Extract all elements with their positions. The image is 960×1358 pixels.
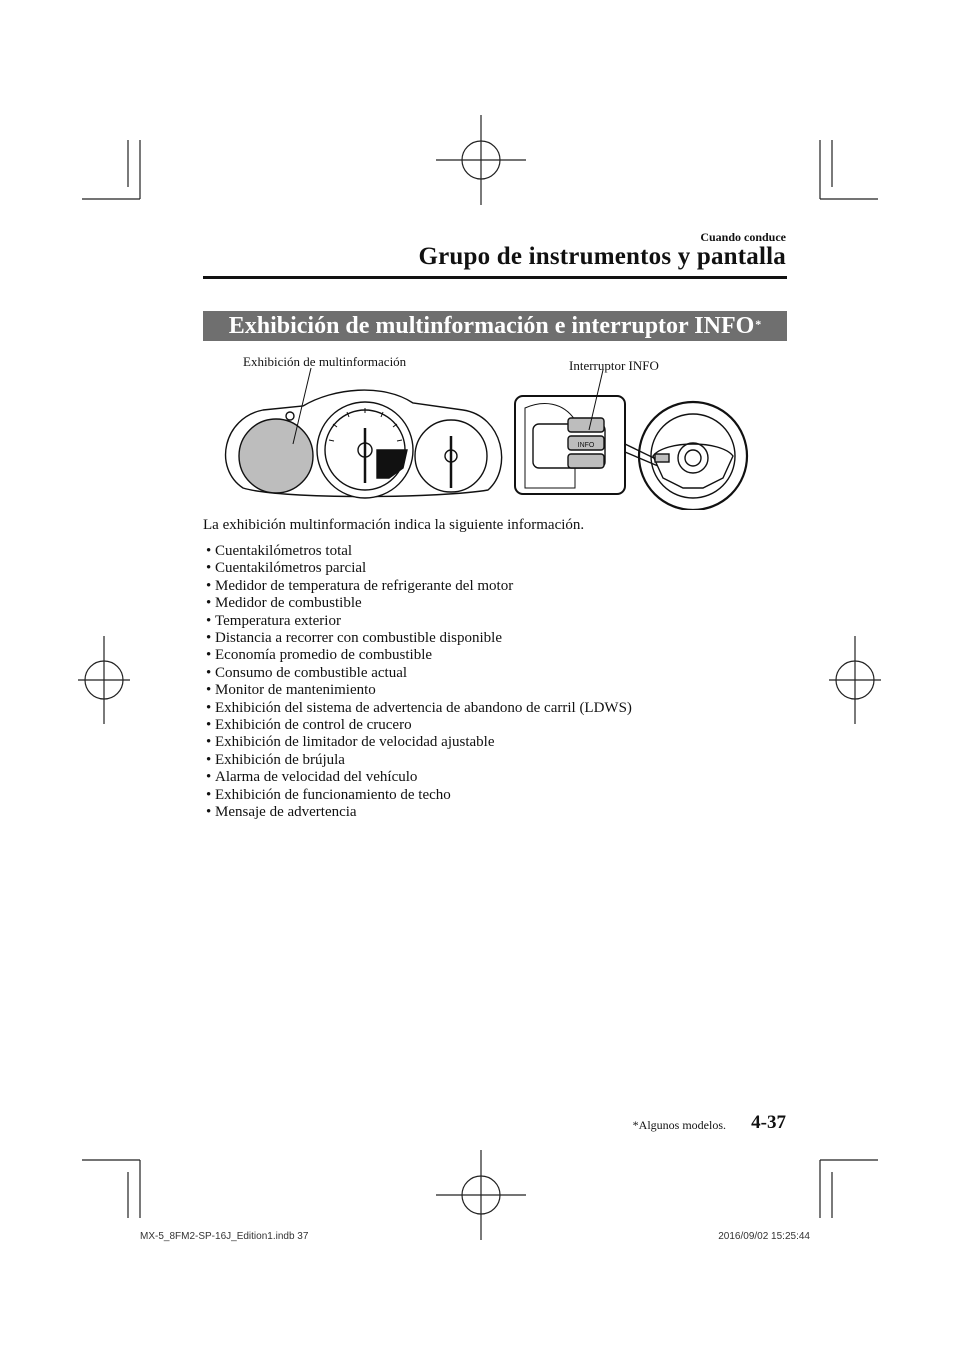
page-number: 4-37 — [751, 1112, 786, 1133]
banner-title: Exhibición de multinformación e interruptor INFO — [228, 312, 755, 339]
list-item: • Exhibición de limitador de velocidad ajustable — [206, 734, 495, 751]
banner-asterisk: * — [755, 316, 762, 331]
list-item: • Exhibición del sistema de advertencia de abandono de carril (LDWS) — [206, 699, 632, 716]
list-item: • Distancia a recorrer con combustible disponible — [206, 630, 502, 647]
bullet-icon: • — [206, 595, 212, 612]
list-item: • Exhibición de funcionamiento de techo — [206, 786, 451, 803]
list-item: • Monitor de mantenimiento — [206, 682, 376, 699]
bullet-icon: • — [206, 751, 212, 768]
bullet-icon: • — [206, 804, 212, 821]
bullet-icon: • — [206, 630, 212, 647]
print-imprint-date: 2016/09/02 15:25:44 — [718, 1231, 810, 1242]
bullet-icon: • — [206, 699, 212, 716]
multi-information-display-shape — [239, 419, 313, 493]
bullet-icon: • — [206, 647, 212, 664]
list-item: • Medidor de temperatura de refrigerante del motor — [206, 577, 514, 594]
chapter-label: Cuando conduce — [700, 230, 786, 244]
list-item: • Consumo de combustible actual — [206, 664, 408, 681]
list-item: • Cuentakilómetros parcial — [206, 560, 367, 577]
bullet-icon: • — [206, 612, 212, 629]
list-item: • Exhibición de brújula — [206, 751, 345, 768]
print-imprint-file: MX-5_8FM2-SP-16J_Edition1.indb 37 — [140, 1231, 309, 1242]
list-item: • Alarma de velocidad del vehículo — [206, 769, 418, 786]
callout-multi-information-display: Exhibición de multinformación — [243, 354, 407, 369]
list-item: • Mensaje de advertencia — [206, 804, 357, 821]
list-item: • Temperatura exterior — [206, 612, 341, 629]
bullet-icon: • — [206, 577, 212, 594]
instrument-cluster-figure — [203, 348, 787, 510]
bullet-icon: • — [206, 769, 212, 786]
bullet-icon: • — [206, 682, 212, 699]
bullet-icon: • — [206, 734, 212, 751]
bullet-icon: • — [206, 543, 212, 559]
header-rule — [203, 276, 787, 279]
section-title: Grupo de instrumentos y pantalla — [418, 243, 786, 270]
bullet-icon: • — [206, 786, 212, 803]
cluster-illustration — [203, 348, 787, 510]
list-item: • Economía promedio de combustible — [206, 647, 433, 664]
list-item: • Exhibición de control de crucero — [206, 717, 412, 734]
info-items-list — [206, 543, 632, 822]
bullet-icon: • — [206, 664, 212, 681]
callout-info-switch: Interruptor INFO — [569, 358, 659, 373]
bullet-icon: • — [206, 560, 212, 577]
intro-paragraph: La exhibición multinformación indica la siguiente información. — [203, 517, 585, 533]
list-item: • Cuentakilómetros total — [206, 543, 353, 559]
list-item: • Medidor de combustible — [206, 595, 362, 612]
footnote: *Algunos modelos. — [632, 1118, 726, 1132]
info-button-text: INFO — [577, 442, 595, 449]
topic-banner — [203, 311, 787, 341]
bullet-icon: • — [206, 717, 212, 734]
